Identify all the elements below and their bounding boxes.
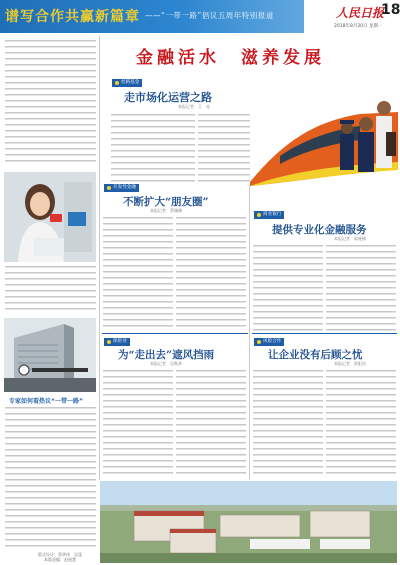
article4-top-rule [102, 333, 248, 334]
article3-title: 提供专业化金融服务 [272, 224, 367, 236]
tag-bullet-icon [107, 186, 111, 190]
left-caption-text [5, 264, 96, 314]
article3-text-col1 [253, 243, 323, 333]
column-rule-center [249, 185, 250, 480]
tag-development-finance [104, 184, 139, 192]
article4-text-col1 [103, 368, 173, 478]
article5-text-col2 [326, 368, 396, 478]
article1-text-col2 [198, 112, 250, 182]
article1-text-col1 [111, 112, 195, 182]
article1-title: 走市场化运营之路 [124, 91, 212, 104]
article3-byline: 本报记者 陆娅楠 [334, 236, 366, 241]
article3-text-col2 [326, 243, 396, 333]
tag-bullet-icon [115, 81, 119, 85]
tag-silk-road-fund [112, 79, 142, 87]
column-rule-left [99, 36, 100, 480]
tag-commercial-banks [254, 211, 284, 219]
tag-bullet-icon [257, 340, 261, 344]
footer-design-credit: 版式设计：蔡华伟 吴泓 [38, 552, 82, 557]
tag-bullet-icon [257, 213, 261, 217]
article5-top-rule [252, 333, 397, 334]
tag-label: 风险合作 [263, 339, 282, 344]
paper-name-logo: 人民日报 [336, 6, 385, 20]
photo-woman-with-card [4, 172, 96, 262]
article2-text-col2 [176, 215, 246, 328]
photo-train-staff [250, 86, 398, 186]
footer-editor-credit: 本版责编：赵展慧 [44, 557, 76, 562]
tag-label: 保险业 [113, 339, 127, 344]
dateline: 2018年8月20日 星期一 [334, 24, 383, 29]
article4-text-col2 [176, 368, 246, 478]
article1-byline: 本报记者 王 亮 [178, 104, 210, 109]
article5-byline: 本报记者 欧阳洁 [334, 361, 366, 366]
article4-title: 为“走出去”遮风挡雨 [118, 349, 215, 361]
banner-subtitle: ——“一带一路”倡议五周年特别报道 [145, 11, 274, 20]
photo-bank-building [4, 318, 96, 392]
tag-insurance [104, 338, 130, 346]
expert-section-title: 专家如何看热议“一带一路” [9, 398, 83, 405]
expert-quotes-text [5, 405, 96, 547]
tag-label: 商业银行 [263, 212, 282, 217]
footer-credits [38, 552, 82, 562]
article4-byline: 本报记者 吴秋余 [150, 361, 182, 366]
left-intro-text [5, 38, 96, 166]
photo-industrial-park [100, 481, 397, 563]
article5-title: 让企业没有后顾之忧 [268, 349, 363, 361]
tag-label: 丝路基金 [121, 80, 140, 85]
banner-title: 谱写合作共赢新篇章 [5, 9, 140, 25]
article5-text-col1 [253, 368, 323, 478]
tag-bullet-icon [107, 340, 111, 344]
article2-title: 不断扩大“朋友圈” [123, 196, 209, 208]
tag-label: 开发性金融 [113, 185, 136, 190]
page-number: 18 [381, 2, 400, 18]
page-headline: 金融活水 滋养发展 [136, 48, 325, 68]
tag-risk-cooperation [254, 338, 284, 346]
article2-text-col1 [103, 215, 173, 328]
article2-byline: 本报记者 罗珊珊 [150, 208, 182, 213]
